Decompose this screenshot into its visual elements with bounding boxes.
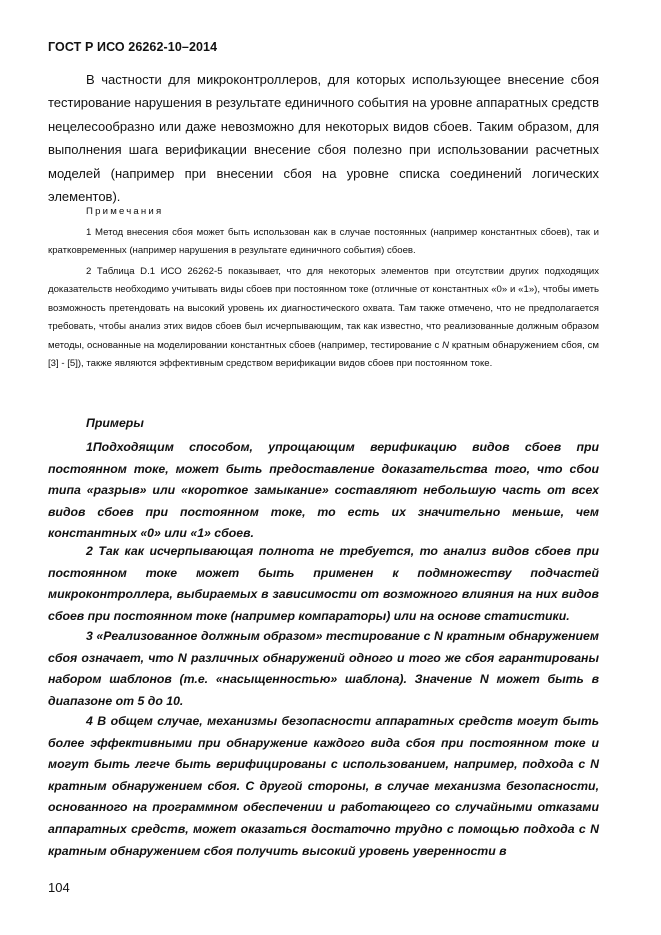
note-1: 1 Метод внесения сбоя может быть использован как в случае постоянных (например константных сбоев), так и кратковременных (например нарушения в результате единичного события) сбоев.	[48, 227, 599, 257]
note-2-italic-n: N	[442, 339, 450, 351]
notes-title: Примечания	[86, 206, 164, 217]
main-paragraph: В частности для микроконтроллеров, для которых использующее внесение сбоя тестирование нарушения в результате единичного события на уровне аппаратных средств нецелесообразно или даже невозможно для некоторых видов сбоев. Таким образом, для выполнения шага верификации внесение сбоя полезно при использовании расчетных моделей (например при внесении сбоя на уровне списка соединений логических элементов).	[48, 72, 599, 205]
note-2	[48, 263, 599, 373]
example-1: 1Подходящим способом, упрощающим верификацию видов сбоев при постоянном токе, может быть предоставление доказательства того, что сбои типа «разрыв» или «короткое замыкание» составляют небольшую часть от всех видов сбоев при постоянном токе, то есть их значительно меньше, чем константных «0» или «1» сбоев.	[48, 440, 599, 541]
document-header: ГОСТ Р ИСО 26262-10–2014	[48, 40, 218, 54]
example-3: 3 «Реализованное должным образом» тестирование с N кратным обнаружением сбоя означает, что N различных обнаружений одного и того же сбоя гарантированы набором шаблонов (т.е. «насыщенностью» шаблона). Значение N может быть в диапазоне от 5 до 10.	[48, 629, 599, 708]
note-2-text-start: 2 Таблица D.1 ИСО 26262-5 показывает, что для некоторых элементов при отсутствии других подходящих доказательств необходимо учитывать виды сбоев при постоянном токе (отличные от константных «0» и «1»), чтобы иметь возможность претендовать на высокий уровень их диагностического охвата. Там также отмечено, что не предполагается требовать, чтобы анализ этих видов сбоев был исчерпывающим, так как известно, что реализованные должным образом методы, основанные на моделировании константных сбоев (например, тестирование с	[48, 266, 599, 351]
page-number: 104	[48, 880, 70, 895]
example-2: 2 Так как исчерпывающая полнота не требуется, то анализ видов сбоев при постоянном токе может быть применен к подмножеству подчастей микроконтроллера, выбираемых в зависимости от возможного влияния на них видов сбоев при постоянном токе (например компараторы) или на основе статистики.	[48, 544, 599, 623]
example-4: 4 В общем случае, механизмы безопасности аппаратных средств могут быть более эффективными при обнаружение каждого вида сбоя при постоянном токе и могут быть легче быть верифицированы с использованием, например, подхода с N кратным обнаружением сбоя. С другой стороны, в случае механизма безопасности, основанного на программном обеспечении и работающего со случайными отказами аппаратных средств, может оказаться достаточно трудно с помощью подхода с N кратным обнаружением сбоя получить высокий уровень уверенности в	[48, 714, 599, 858]
examples-title: Примеры	[86, 416, 144, 430]
note-2-text-end: кратным обнаружением сбоя, см [3] - [5]), также являются эффективным средством верификации видов сбоев при постоянном токе.	[48, 339, 599, 370]
